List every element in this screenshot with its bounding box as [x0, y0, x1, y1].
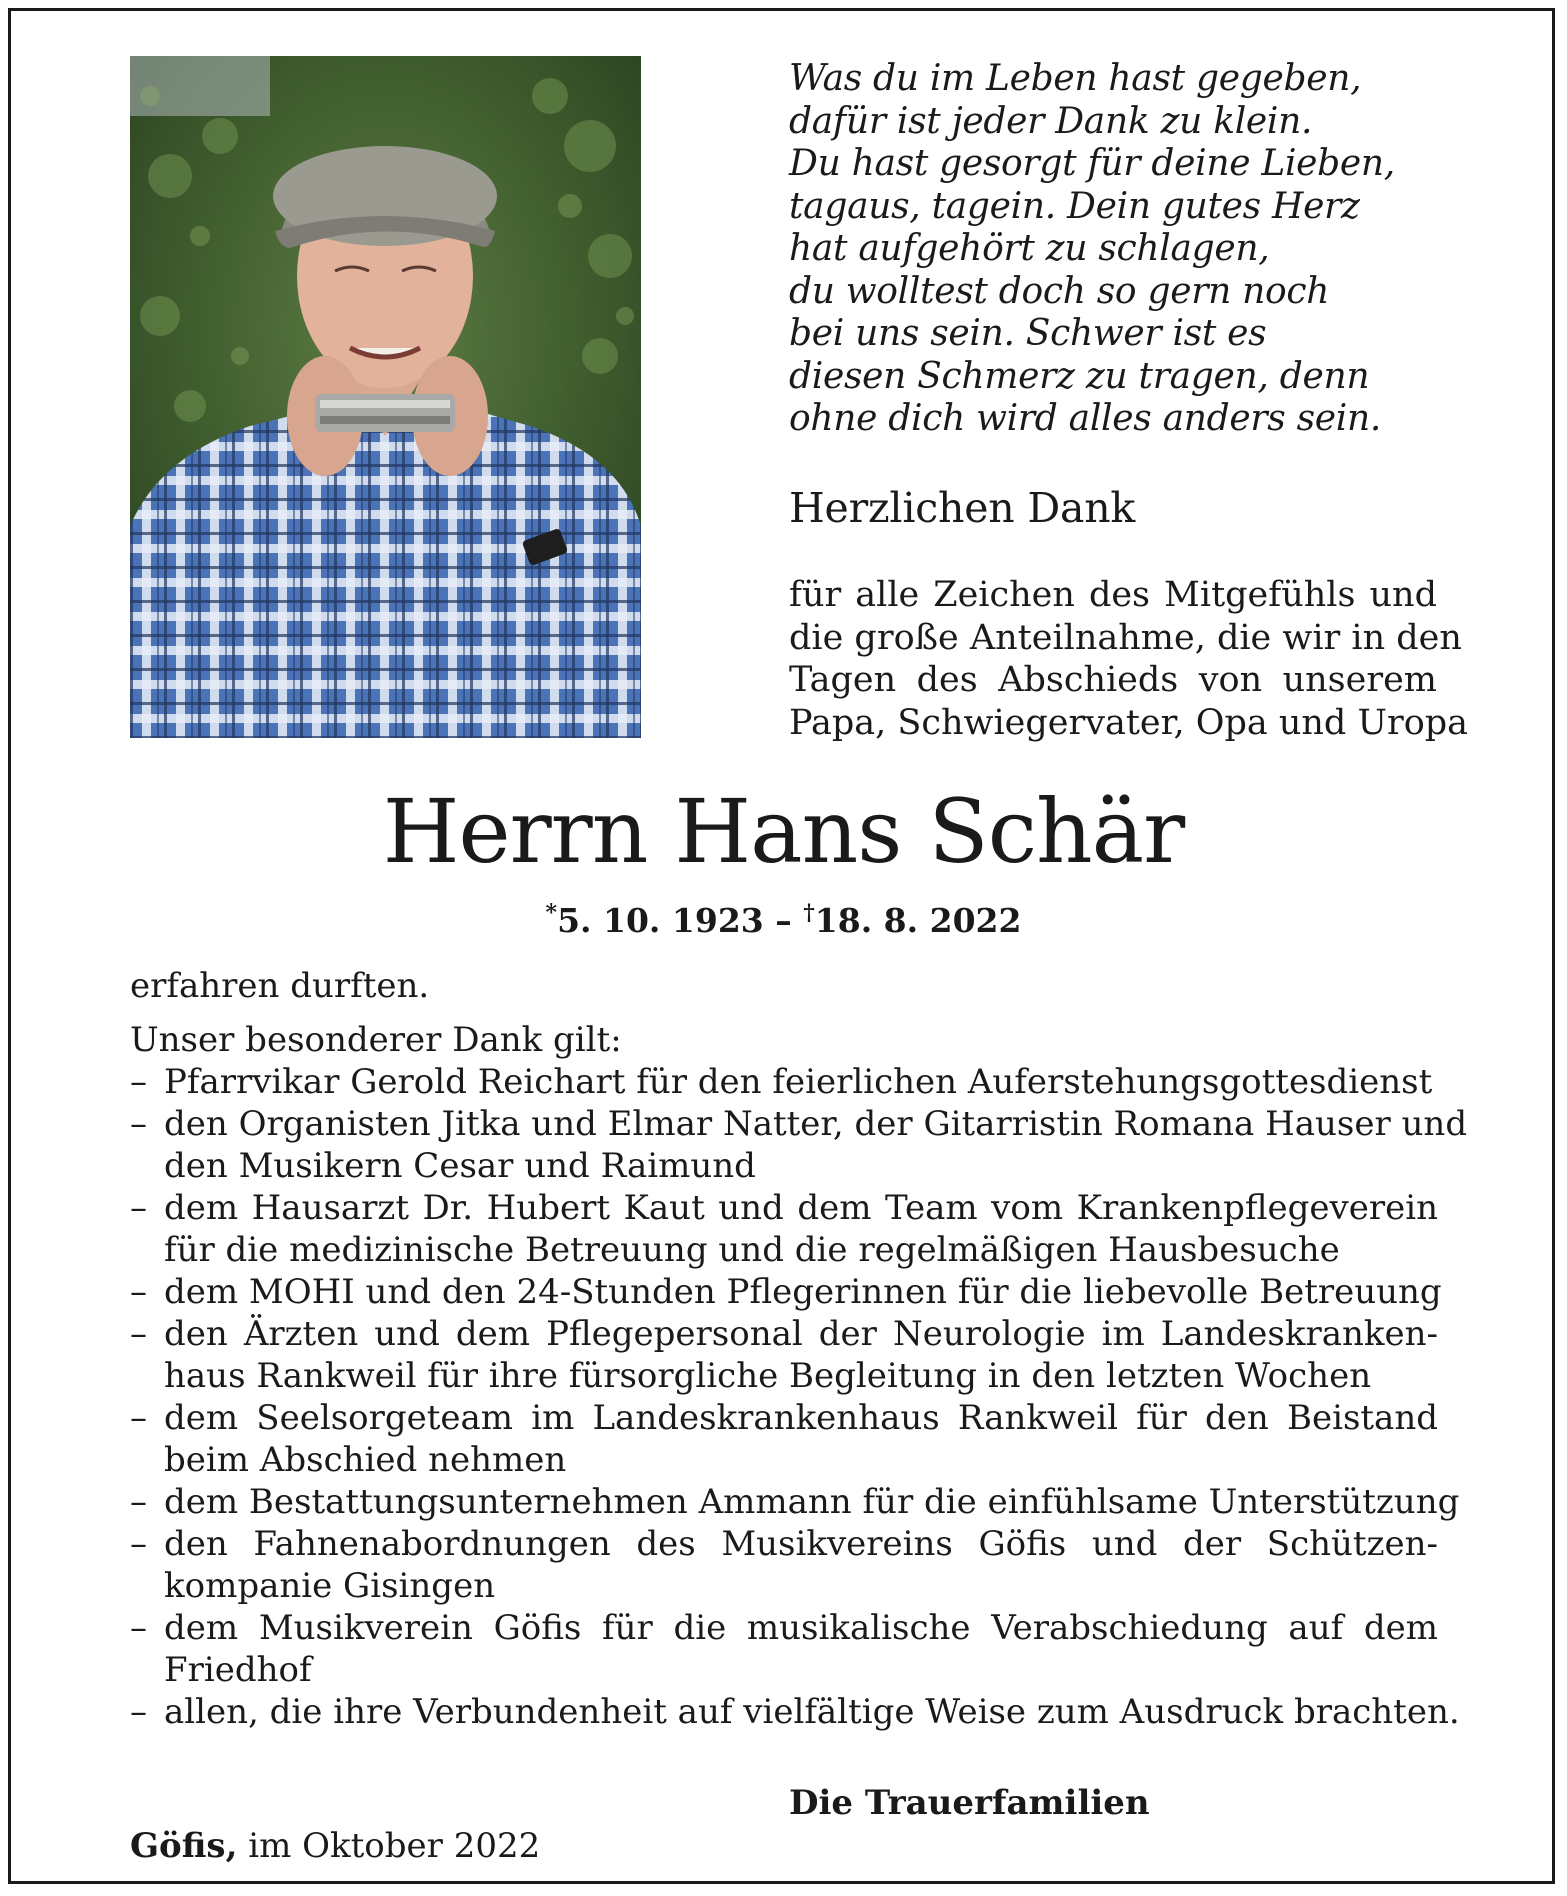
- special-thanks-section: [130, 965, 1468, 1733]
- thanks-line: Papa, Schwiegervater, Opa und Uropa: [789, 702, 1469, 743]
- thanks-list-line: dem Musikverein Göfis für die musikalische Verabschiedung auf dem: [164, 1608, 1438, 1648]
- portrait-photo: [130, 56, 641, 738]
- continuation-text: erfahren durften.: [130, 966, 430, 1006]
- place-date: [130, 1826, 540, 1866]
- dash-bullet: –: [130, 1062, 147, 1102]
- place: Göfis,: [130, 1826, 238, 1866]
- poem: [789, 58, 1449, 441]
- thanks-list-item: [130, 1397, 1438, 1481]
- deceased-name: Herrn Hans Schär: [382, 780, 1185, 883]
- signature: Die Trauerfamilien: [789, 1783, 1150, 1823]
- special-thanks-intro: Unser besonderer Dank gilt:: [130, 1020, 622, 1060]
- poem-line: ohne dich wird alles anders sein.: [789, 398, 1382, 439]
- death-date: 18. 8. 2022: [814, 901, 1022, 940]
- thanks-list-item: [130, 1271, 1442, 1313]
- thanks-list-item: [130, 1607, 1438, 1691]
- poem-line: Du hast gesorgt für deine Lieben,: [789, 143, 1395, 184]
- dash-bullet: –: [130, 1482, 147, 1522]
- poem-line: hat aufgehört zu schlagen,: [789, 228, 1270, 269]
- thanks-line: Tagen des Abschieds von unserem: [789, 660, 1437, 700]
- thanks-list-line: den Ärzten und dem Pflegepersonal der Neurologie im Landeskranken-: [164, 1314, 1438, 1354]
- dash-bullet: –: [130, 1608, 147, 1648]
- thanks-list-item: [130, 1187, 1438, 1271]
- thanks-list-line: dem Bestattungsunternehmen Ammann für die einfühlsame Unterstützung: [164, 1482, 1460, 1522]
- thanks-heading: Herzlichen Dank: [789, 484, 1136, 532]
- thanks-list-line: den Organisten Jitka und Elmar Natter, der Gitarristin Romana Hauser und: [164, 1104, 1468, 1144]
- thanks-list-item: [130, 1061, 1438, 1103]
- date: im Oktober 2022: [248, 1826, 541, 1866]
- thanks-list-line: Friedhof: [164, 1650, 312, 1690]
- thanks-list-line: beim Abschied nehmen: [164, 1440, 567, 1480]
- poem-line: tagaus, tagein. Dein gutes Herz: [789, 185, 1360, 227]
- thanks-list-line: dem Seelsorgeteam im Landeskrankenhaus Rankweil für den Beistand: [164, 1398, 1438, 1438]
- dash-bullet: –: [130, 1104, 147, 1144]
- thanks-list-item: [130, 1481, 1460, 1523]
- thanks-text: [789, 574, 1469, 744]
- thanks-line: für alle Zeichen des Mitgefühls und: [789, 575, 1437, 615]
- thanks-list-line: für die medizinische Betreuung und die regelmäßigen Hausbesuche: [164, 1230, 1340, 1270]
- thanks-list-item: [130, 1691, 1460, 1733]
- thanks-list-line: haus Rankweil für ihre fürsorgliche Begleitung in den letzten Wochen: [164, 1356, 1372, 1396]
- poem-line: bei uns sein. Schwer ist es: [789, 313, 1267, 354]
- death-symbol: †: [803, 900, 815, 926]
- special-thanks-list: [130, 1061, 1468, 1733]
- dash-bullet: –: [130, 1398, 147, 1438]
- thanks-list-line: Pfarrvikar Gerold Reichart für den feierlichen Auferstehungsgottesdienst: [164, 1062, 1433, 1102]
- thanks-list-item: [130, 1313, 1438, 1397]
- dash-bullet: –: [130, 1692, 147, 1732]
- thanks-list-item: [130, 1523, 1438, 1607]
- birth-date: 5. 10. 1923: [557, 901, 764, 940]
- dash-bullet: –: [130, 1188, 147, 1228]
- life-dates: [0, 900, 1567, 940]
- poem-line: diesen Schmerz zu tragen, denn: [789, 355, 1370, 397]
- poem-line: Was du im Leben hast gegeben,: [789, 58, 1362, 99]
- portrait-illustration: [130, 56, 641, 738]
- birth-symbol: *: [545, 900, 558, 926]
- thanks-line: die große Anteilnahme, die wir in den: [789, 617, 1462, 658]
- thanks-list-line: allen, die ihre Verbundenheit auf vielfältige Weise zum Ausdruck brachten.: [164, 1692, 1460, 1732]
- thanks-list-line: dem Hausarzt Dr. Hubert Kaut und dem Team vom Krankenpflegeverein: [164, 1188, 1438, 1228]
- thanks-list-line: dem MOHI und den 24-Stunden Pflegerinnen für die liebevolle Betreuung: [164, 1272, 1442, 1312]
- thanks-list-line: kompanie Gisingen: [164, 1566, 496, 1606]
- poem-line: du wolltest doch so gern noch: [789, 270, 1330, 312]
- dash-bullet: –: [130, 1314, 147, 1354]
- dash-bullet: –: [130, 1524, 147, 1564]
- thanks-list-line: den Musikern Cesar und Raimund: [164, 1146, 756, 1186]
- dash-bullet: –: [130, 1272, 147, 1312]
- thanks-list-line: den Fahnenabordnungen des Musikvereins Göfis und der Schützen-: [164, 1524, 1438, 1564]
- date-separator: –: [775, 901, 792, 940]
- thanks-list-item: [130, 1103, 1468, 1187]
- poem-line: dafür ist jeder Dank zu klein.: [789, 100, 1313, 142]
